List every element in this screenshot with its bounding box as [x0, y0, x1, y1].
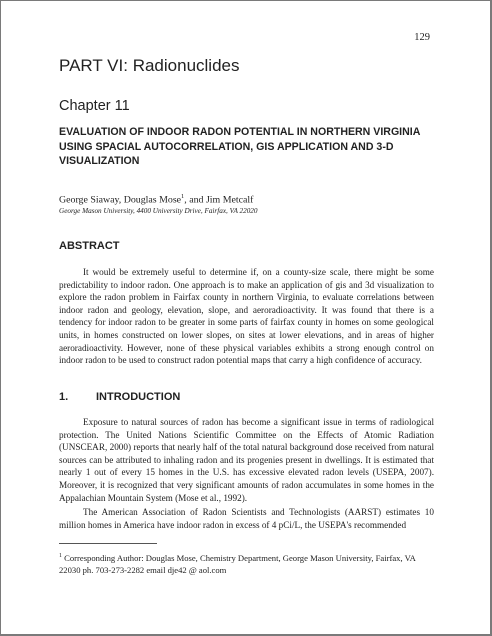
introduction-body-1 — [59, 416, 434, 504]
abstract-body — [59, 266, 434, 367]
abstract-heading: ABSTRACT — [59, 240, 120, 252]
introduction-paragraph-1: Exposure to natural sources of radon has become a significant issue in terms of radiological protection. The United Nations Scientific Committee on the Effects of Atomic Radiation (UNSCEAR, 2000) reports that nearly half of the total natural background dose received from natural sources can be attributed to inhaling radon and its progenies present in dwellings. It is estimated that nearly 1 out of every 15 homes in the U.S. has excessive elevated radon levels (USEPA, 2007). Moreover, it is recognized that very significant amounts of radon accumulates in some homes in the Appalachian Mountain System (Mose et al., 1992). — [59, 417, 434, 503]
chapter-title: EVALUATION OF INDOOR RADON POTENTIAL IN NORTHERN VIRGINIA USING SPACIAL AUTOCORRELATION, GIS APPLICATION AND 3-D VISUALIZATION — [59, 126, 420, 167]
section-number: 1. — [59, 391, 69, 403]
author-affiliation: George Mason University, 4400 University Drive, Fairfax, VA 22020 — [59, 207, 258, 215]
footnote-divider — [59, 543, 157, 544]
document-page — [1, 1, 490, 634]
author-line — [59, 193, 253, 205]
author-footnote-mark: 1 — [181, 193, 185, 200]
part-heading: PART VI: Radionuclides — [59, 56, 240, 75]
page-number: 129 — [414, 32, 430, 43]
introduction-body-2 — [59, 506, 434, 531]
footnote — [59, 550, 434, 577]
section-heading-introduction — [59, 391, 180, 403]
chapter-heading: Chapter 11 — [59, 98, 130, 114]
introduction-paragraph-2: The American Association of Radon Scientists and Technologists (AARST) estimates 10 million homes in America have indoor radon in excess of 4 pCi/L, the USEPA's recommended — [59, 507, 434, 530]
footnote-mark: 1 — [59, 553, 62, 559]
footnote-text: Corresponding Author: Douglas Mose, Chemistry Department, George Mason University, Fairfax, VA 22030 ph. 703-273-2282 email dje42 @ aol.com — [59, 552, 416, 576]
section-title: INTRODUCTION — [96, 391, 181, 403]
abstract-paragraph: It would be extremely useful to determine if, on a county-size scale, there might be some predictability to indoor radon. One approach is to make an application of gis and 3d visualization to explore the radon problem in Fairfax county in northern Virginia, to evaluate correlations between indoor radon and geology, elevation, slope, and aeroradioactivity. It was found that there is a tendency for indoor radon to be greater in some parts of fairfax county in homes on some geological units, in homes constructed on lower slopes, on sites at lower elevations, and in areas of higher aeroradioactivity. However, none of these physical variables exhibits a strong enough control on indoor radon to be used to construct radon potential maps that carry a high confidence of accuracy. — [59, 267, 434, 366]
author-names: George Siaway, Douglas Mose — [59, 194, 182, 206]
author-names-rest: , and Jim Metcalf — [184, 194, 254, 206]
